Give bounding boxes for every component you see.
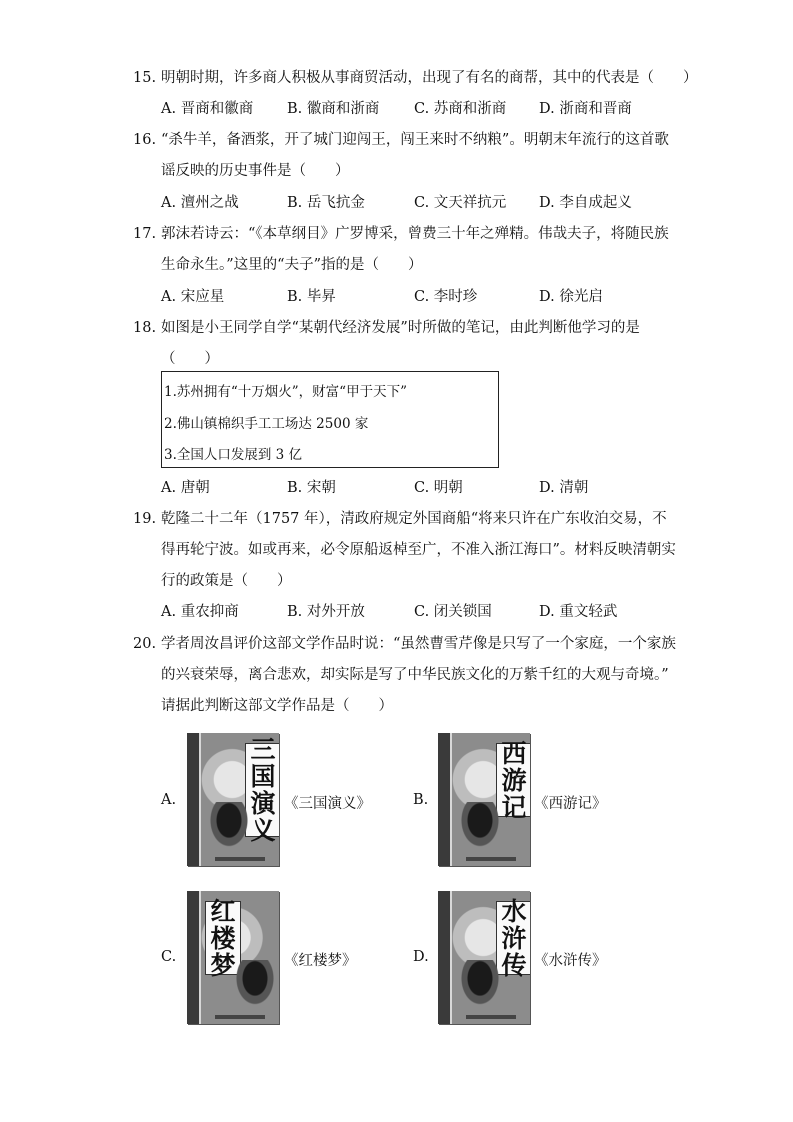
question-text: 郭沫若诗云：“《本草纲目》广罗博采，曾费三十年之殚精。伟哉夫子，将随民族 (161, 226, 669, 242)
option-a[interactable]: A. 重农抑商 (161, 604, 239, 620)
option-b[interactable]: B. 岳飞抗金 (287, 195, 365, 211)
book-cover-honglou[interactable] (187, 891, 279, 1024)
cover-title: 红 楼 梦 (205, 901, 241, 975)
option-a[interactable]: A. 唐朝 (161, 480, 210, 496)
question-text-line: 生命永生。”这里的“夫子”指的是（ ） (161, 257, 423, 273)
note-line-3: 3.全国人口发展到 3 亿 (164, 447, 303, 463)
question-17-stem (133, 222, 669, 243)
question-number: 20. (133, 636, 157, 652)
question-text: 学者周汝昌评价这部文学作品时说：“虽然曹雪芹像是只写了一个家庭，一个家族 (161, 636, 676, 652)
option-c[interactable]: C. 文天祥抗元 (414, 195, 507, 211)
cover-illustration (235, 960, 275, 1006)
question-number: 17. (133, 226, 157, 242)
question-number: 19. (133, 511, 157, 527)
question-text-line: 行的政策是（ ） (161, 573, 292, 589)
option-d[interactable]: D. 李自成起义 (539, 195, 632, 211)
option-c[interactable]: C. 苏商和浙商 (414, 101, 507, 117)
book-cover-sanguo[interactable] (187, 733, 279, 866)
question-text: 明朝时期，许多商人积极从事商贸活动，出现了有名的商帮，其中的代表是（ ） (161, 70, 698, 86)
question-number: 16. (133, 132, 157, 148)
option-d-label[interactable]: D. (413, 949, 429, 965)
option-b[interactable]: B. 宋朝 (287, 480, 336, 496)
option-d[interactable]: D. 徐光启 (539, 289, 603, 305)
book-cover-shuihu[interactable] (438, 891, 530, 1024)
option-b[interactable]: B. 对外开放 (287, 604, 365, 620)
question-text: “杀牛羊，备酒浆，开了城门迎闯王，闯王来时不纳粮”。明朝末年流行的这首歌 (161, 132, 669, 148)
option-a-label[interactable]: A. (161, 792, 177, 808)
option-c[interactable]: C. 李时珍 (414, 289, 478, 305)
study-note-box (161, 371, 499, 468)
option-b-label[interactable]: B. (413, 792, 429, 808)
option-c[interactable]: C. 明朝 (414, 480, 463, 496)
option-a[interactable]: A. 澶州之战 (161, 195, 239, 211)
cover-title: 三 国 演 义 (245, 743, 279, 837)
cover-illustration (460, 802, 500, 848)
option-c-label[interactable]: C. (161, 949, 177, 965)
option-a[interactable]: A. 晋商和徽商 (161, 101, 254, 117)
question-number: 18. (133, 320, 157, 336)
book-cover-xiyou[interactable] (438, 733, 530, 866)
option-d[interactable]: D. 清朝 (539, 480, 589, 496)
question-text-line: 的兴衰荣辱，离合悲欢，却实际是写了中华民族文化的万紫千红的大观与奇境。” (161, 667, 669, 683)
option-d[interactable]: D. 浙商和晋商 (539, 101, 632, 117)
option-b[interactable]: B. 毕昇 (287, 289, 336, 305)
note-line-2: 2.佛山镇棉织手工工场达 2500 家 (164, 416, 369, 432)
question-text-line: （ ） (161, 351, 219, 367)
question-15-stem (133, 66, 698, 87)
option-b-caption: 《西游记》 (534, 796, 607, 812)
question-text-line: 得再轮宁波。如或再来，必令原船返棹至广，不准入浙江海口”。材料反映清朝实 (161, 542, 676, 558)
cover-title: 水 浒 传 (496, 901, 530, 975)
question-text-line: 谣反映的历史事件是（ ） (161, 163, 350, 179)
cover-illustration (209, 802, 249, 848)
question-19-stem (133, 507, 667, 528)
option-a[interactable]: A. 宋应星 (161, 289, 225, 305)
cover-illustration (460, 960, 500, 1006)
option-d-caption: 《水浒传》 (534, 953, 607, 969)
question-text: 乾隆二十二年（1757 年），清政府规定外国商船“将来只许在广东收泊交易，不 (161, 511, 667, 527)
question-16-stem (133, 128, 669, 149)
option-b[interactable]: B. 徽商和浙商 (287, 101, 380, 117)
question-20-stem (133, 632, 676, 653)
option-d[interactable]: D. 重文轻武 (539, 604, 618, 620)
option-c[interactable]: C. 闭关锁国 (414, 604, 492, 620)
cover-title: 西 游 记 (496, 743, 530, 817)
question-18-stem (133, 316, 640, 337)
question-text-line: 请据此判断这部文学作品是（ ） (161, 698, 393, 714)
option-c-caption: 《红楼梦》 (284, 953, 357, 969)
note-line-1: 1.苏州拥有“十万烟火”，财富“甲于天下” (164, 384, 407, 400)
option-a-caption: 《三国演义》 (284, 796, 371, 812)
question-text: 如图是小王同学自学“某朝代经济发展”时所做的笔记，由此判断他学习的是 (161, 320, 640, 336)
question-number: 15. (133, 70, 157, 86)
